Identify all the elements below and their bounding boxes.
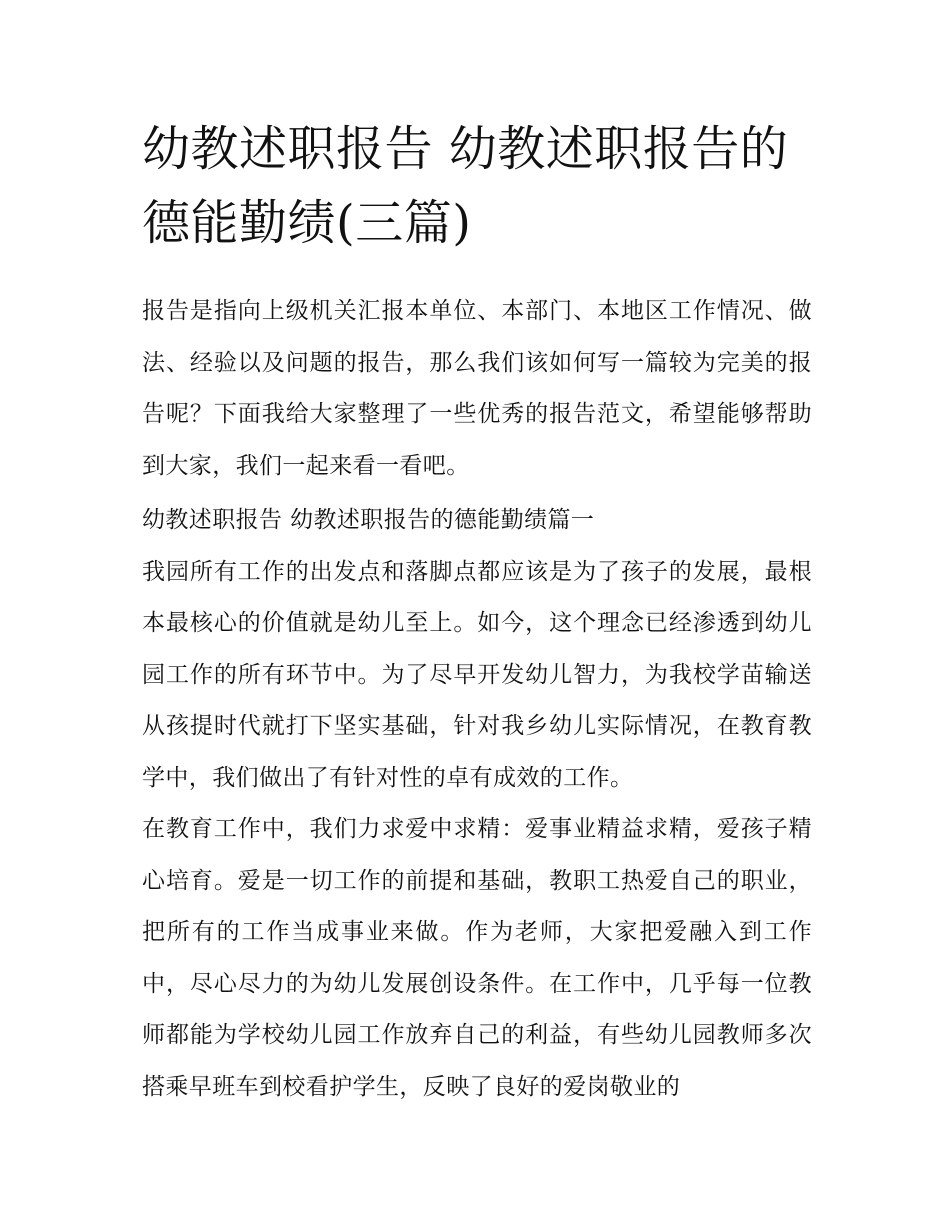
document-body [142, 112, 812, 1113]
body-paragraph: 我园所有工作的出发点和落脚点都应该是为了孩子的发展，最根本最核心的价值就是幼儿至上。如今，这个理念已经渗透到幼儿园工作的所有环节中。为了尽早开发幼儿智力，为我校学苗输送从孩提时代就打下坚实基础，针对我乡幼儿实际情况，在教育教学中，我们做出了有针对性的卓有成效的工作。 [142, 558, 812, 791]
document-title: 幼教述职报告 幼教述职报告的德能勤绩(三篇) [142, 121, 789, 251]
section-heading: 幼教述职报告 幼教述职报告的德能勤绩篇一 [142, 507, 595, 533]
intro-paragraph: 报告是指向上级机关汇报本单位、本部门、本地区工作情况、做法、经验以及问题的报告，那么我们该如何写一篇较为完美的报告呢？下面我给大家整理了一些优秀的报告范文，希望能够帮助到大家，我们一起来看一看吧。 [142, 298, 812, 479]
body-paragraph: 在教育工作中，我们力求爱中求精：爱事业精益求精，爱孩子精心培育。爱是一切工作的前提和基础，教职工热爱自己的职业，把所有的工作当成事业来做。作为老师，大家把爱融入到工作中，尽心尽力的为幼儿发展创设条件。在工作中，几乎每一位教师都能为学校幼儿园工作放弃自己的利益，有些幼儿园教师多次搭乘早班车到校看护学生，反映了良好的爱岗敬业的 [142, 816, 812, 1100]
